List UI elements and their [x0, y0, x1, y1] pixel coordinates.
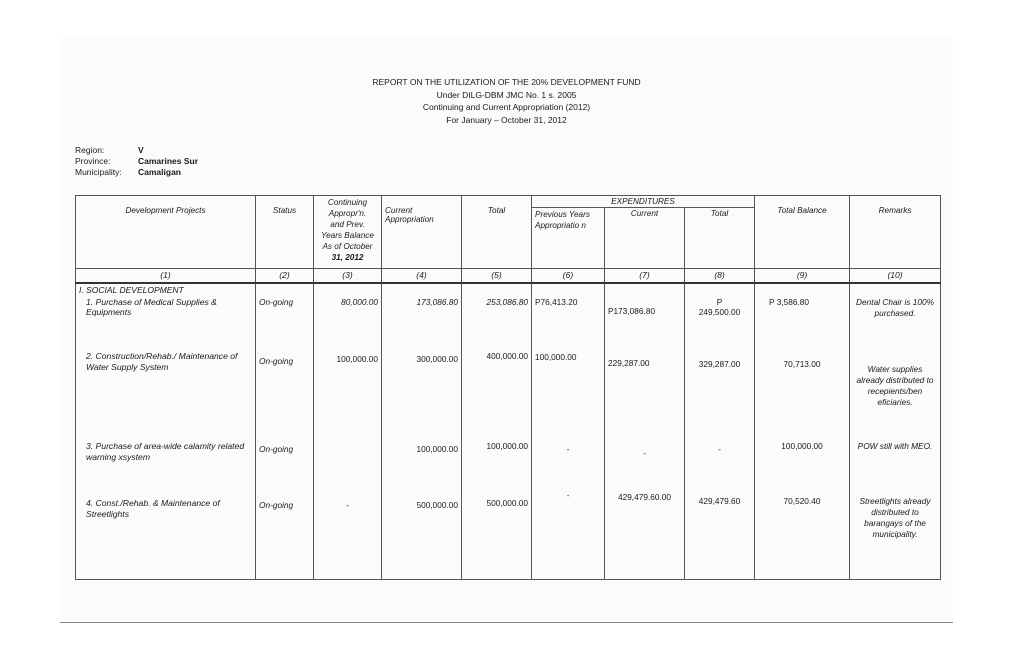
title-line-4: For January – October 31, 2012 — [446, 114, 567, 125]
status-cell: On-going — [256, 440, 314, 488]
prev-years-cell: - — [532, 440, 605, 488]
col-number: (5) — [462, 269, 532, 284]
col-number: (2) — [256, 269, 314, 284]
exp-current-cell: - — [605, 440, 685, 488]
province-value: Camarines Sur — [138, 156, 198, 166]
status-cell: On-going — [256, 350, 314, 440]
title-line-3: Continuing and Current Appropriation (2012) — [422, 102, 591, 112]
table-row — [76, 488, 941, 580]
col-number: (10) — [850, 269, 941, 284]
exp-current-cell: P173,086.80 — [605, 296, 685, 350]
header-continuing: Continuing Appropr'n. and Prev. Years Balance As of October 31, 2012 — [314, 196, 382, 269]
development-fund-table — [75, 195, 941, 580]
region-label: Region: — [75, 145, 105, 155]
balance-cell: 70,520.40 — [755, 488, 850, 580]
column-number-row — [76, 269, 941, 284]
col-number: (6) — [532, 269, 605, 284]
total-cell: 253,086.80 — [462, 296, 532, 350]
current-cell: 100,000.00 — [382, 440, 462, 488]
exp-total-cell: P 249,500.00 — [685, 296, 755, 350]
prev-years-cell: - — [532, 488, 605, 580]
header-remarks: Remarks — [850, 196, 941, 269]
continuing-cell — [314, 440, 382, 488]
section-label: I. SOCIAL DEVELOPMENT — [76, 283, 256, 296]
document-page — [60, 38, 953, 623]
col-number: (9) — [755, 269, 850, 284]
header-current-appropriation: Current Appropriation — [382, 196, 462, 269]
region-value: V — [138, 145, 144, 155]
balance-cell: P 3,586.80 — [755, 296, 850, 350]
total-cell: 400,000.00 — [462, 350, 532, 440]
total-cell: 100,000.00 — [462, 440, 532, 488]
header-previous-years: Previous Years Appropriatio n — [532, 208, 605, 269]
balance-cell: 70,713.00 — [755, 350, 850, 440]
province-label: Province: — [75, 156, 111, 166]
col-number: (1) — [76, 269, 256, 284]
current-cell: 300,000.00 — [382, 350, 462, 440]
exp-current-cell: 229,287.00 — [605, 350, 685, 440]
col-number: (7) — [605, 269, 685, 284]
status-cell: On-going — [256, 488, 314, 580]
header-row — [76, 196, 941, 208]
remarks-cell: POW still with MEO. — [850, 440, 941, 488]
header-total-balance: Total Balance — [755, 196, 850, 269]
header-total: Total — [462, 196, 532, 269]
page-bottom-line — [60, 622, 953, 623]
project-name: 1. Purchase of Medical Supplies & Equipments — [76, 296, 256, 350]
table-row — [76, 440, 941, 488]
report-title — [60, 76, 953, 126]
municipality-value: Camaligan — [138, 167, 181, 177]
project-name: 4. Const./Rehab. & Maintenance of Streetlights — [76, 488, 256, 580]
current-cell: 500,000.00 — [382, 488, 462, 580]
prev-years-cell: P76,413.20 — [532, 296, 605, 350]
col-number: (4) — [382, 269, 462, 284]
table-row — [76, 296, 941, 350]
status-cell: On-going — [256, 296, 314, 350]
header-expenditures: EXPENDITURES — [532, 196, 755, 208]
municipality-label: Municipality: — [75, 167, 122, 177]
exp-total-cell: 429,479.60 — [685, 488, 755, 580]
remarks-cell: Water supplies already distributed to recepients/ben eficiaries. — [850, 350, 941, 440]
header-status: Status — [256, 196, 314, 269]
section-row — [76, 283, 941, 296]
prev-years-cell: 100,000.00 — [532, 350, 605, 440]
balance-cell: 100,000.00 — [755, 440, 850, 488]
continuing-cell: 80,000.00 — [314, 296, 382, 350]
header-exp-total: Total — [685, 208, 755, 269]
exp-total-cell: - — [685, 440, 755, 488]
total-cell: 500,000.00 — [462, 488, 532, 580]
continuing-cell: 100,000.00 — [314, 350, 382, 440]
exp-total-cell: 329,287.00 — [685, 350, 755, 440]
title-line-1: REPORT ON THE UTILIZATION OF THE 20% DEVELOPMENT FUND — [372, 77, 641, 87]
col-number: (8) — [685, 269, 755, 284]
exp-current-cell: 429,479.60.00 — [605, 488, 685, 580]
header-exp-current: Current — [605, 208, 685, 269]
col-number: (3) — [314, 269, 382, 284]
project-name: 3. Purchase of area-wide calamity related warning xsystem — [76, 440, 256, 488]
project-name: 2. Construction/Rehab./ Maintenance of Water Supply System — [76, 350, 256, 440]
header-projects: Development Projects — [76, 196, 256, 269]
remarks-cell: Streetlights already distributed to barangays of the municipality. — [850, 488, 941, 580]
title-line-2: Under DILG-DBM JMC No. 1 s. 2005 — [436, 89, 577, 100]
current-cell: 173,086.80 — [382, 296, 462, 350]
location-info — [75, 145, 198, 178]
continuing-cell: - — [314, 488, 382, 580]
table-row — [76, 350, 941, 440]
remarks-cell: Dental Chair is 100% purchased. — [850, 296, 941, 350]
